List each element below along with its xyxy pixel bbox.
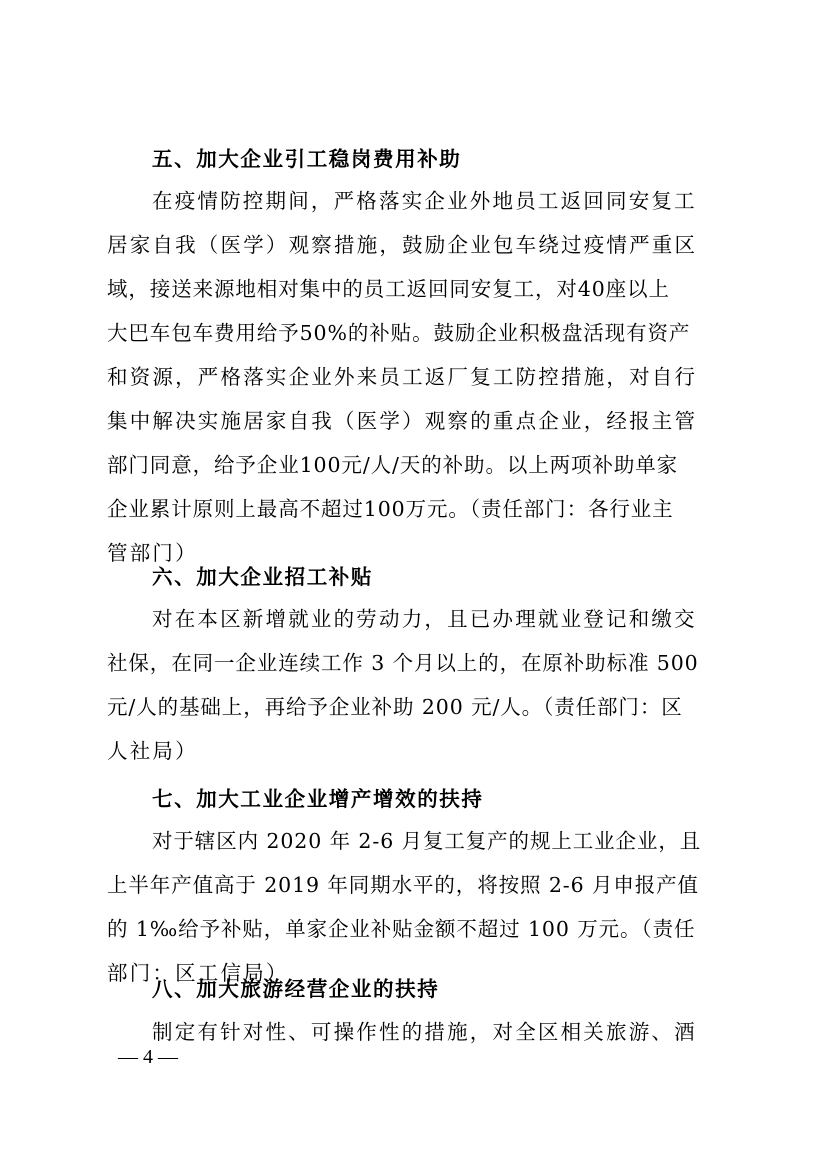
paragraph-line: 制定有针对性、可操作性的措施，对全区相关旅游、酒 [152,1020,697,1044]
page-number: — 4 — [118,1046,178,1068]
paragraph-line: 域，接送来源地相对集中的员工返回同安复工，对40座以上 [107,277,670,301]
section-body-6 [107,605,723,781]
paragraph-line: 社保，在同一企业连续工作 3 个月以上的，在原补助标准 500 [107,651,699,675]
paragraph-line: 元/人的基础上，再给予企业补助 200 元/人。（责任部门：区 [107,695,683,719]
paragraph-line: 和资源，严格落实企业外来员工返厂复工防控措施，对自行 [107,365,698,389]
paragraph-line: 对于辖区内 2020 年 2-6 月复工复产的规上工业企业，且 [152,829,702,853]
paragraph-line: 上半年产值高于 2019 年同期水平的，将按照 2-6 月申报产值 [107,873,699,897]
section-heading-5: 五、加大企业引工稳岗费用补助 [152,147,462,171]
section-body-8 [107,1018,723,1062]
paragraph-line: 大巴车包车费用给予50%的补贴。鼓励企业积极盘活现有资产 [107,321,691,345]
paragraph-line: 对在本区新增就业的劳动力，且已办理就业登记和缴交 [152,607,697,631]
paragraph-line: 部门同意，给予企业100元/人/天的补助。以上两项补助单家 [107,453,679,477]
paragraph-line: 人社局） [107,739,198,763]
section-body-5 [107,187,723,583]
section-heading-7: 七、加大工业企业增产增效的扶持 [152,787,484,811]
section-heading-6: 六、加大企业招工补贴 [152,565,373,589]
paragraph-line: 在疫情防控期间，严格落实企业外地员工返回同安复工 [152,189,697,213]
paragraph-line: 居家自我（医学）观察措施，鼓励企业包车绕过疫情严重区 [107,233,698,257]
paragraph-line: 管部门） [107,541,198,565]
section-heading-8: 八、加大旅游经营企业的扶持 [152,977,440,1001]
paragraph-line: 部门：区工信局） [107,961,289,985]
paragraph-line: 企业累计原则上最高不超过100万元。（责任部门：各行业主 [107,497,674,521]
paragraph-line: 的 1‰给予补贴，单家企业补贴金额不超过 100 万元。（责任 [107,917,696,941]
paragraph-line: 集中解决实施居家自我（医学）观察的重点企业，经报主管 [107,409,698,433]
